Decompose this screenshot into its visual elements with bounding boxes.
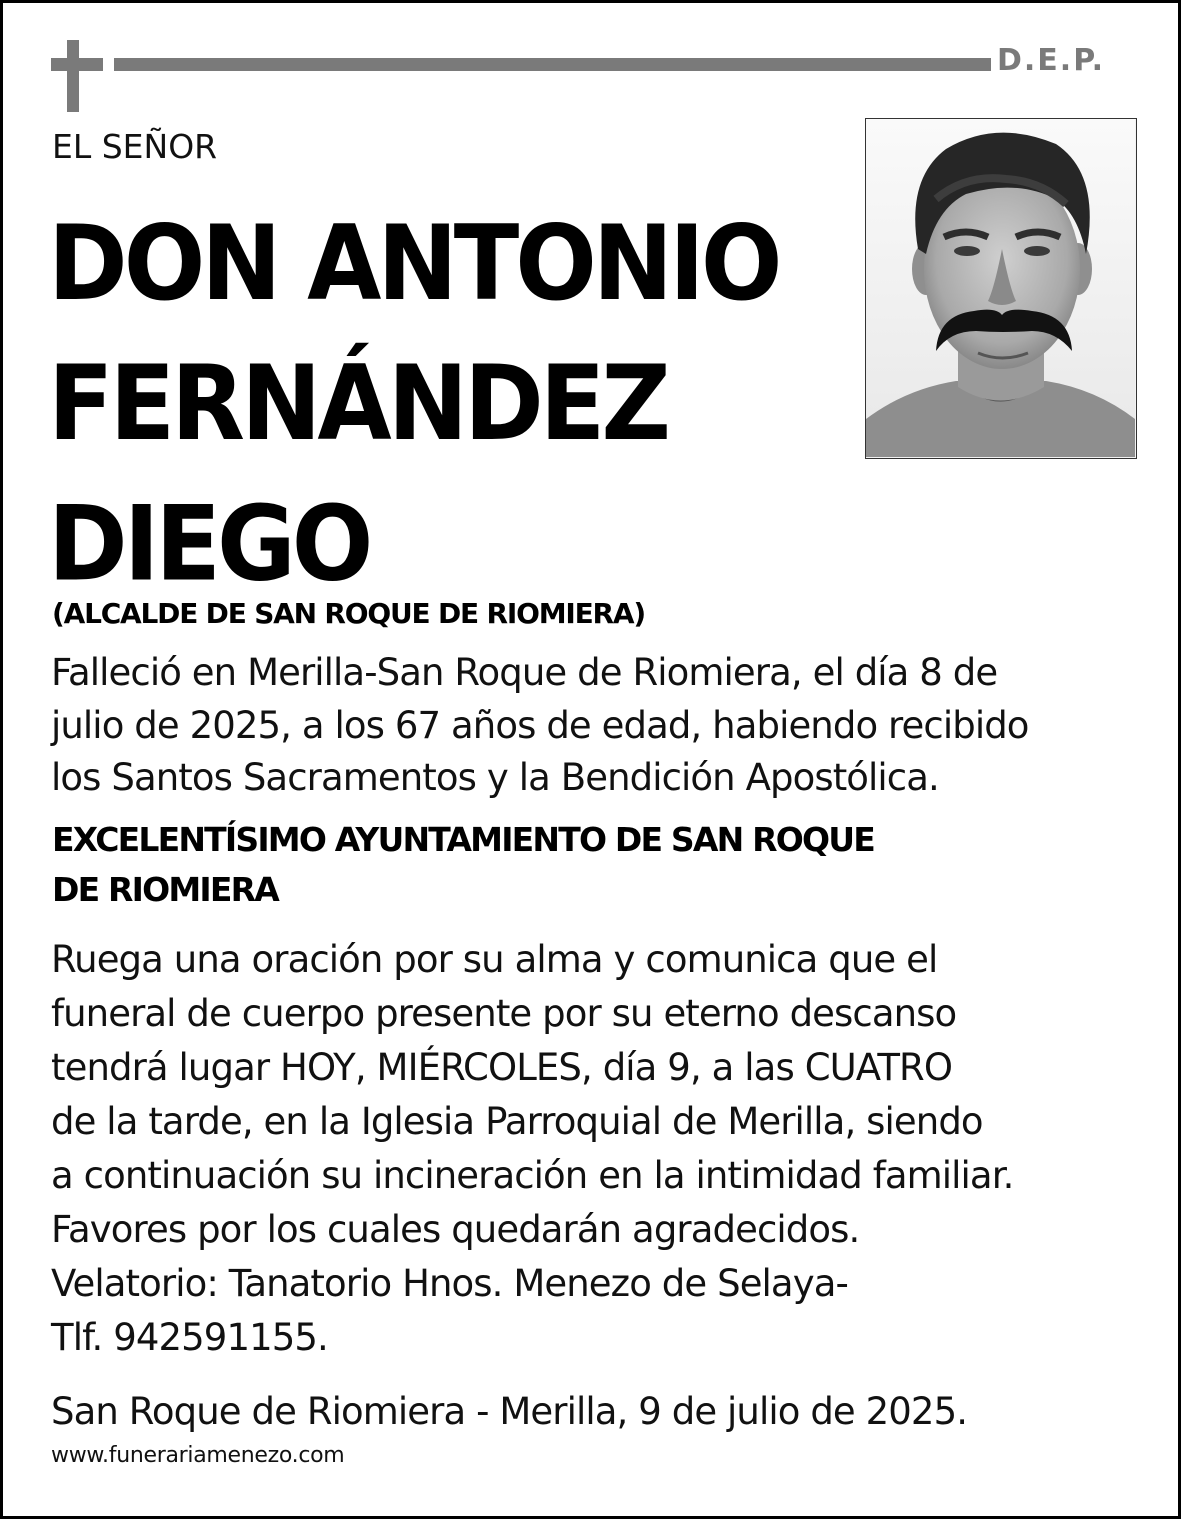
deceased-role: (ALCALDE DE SAN ROQUE DE RIOMIERA) [52,597,645,630]
funeral-notice-paragraph [51,933,1013,1365]
paragraph-line: los Santos Sacramentos y la Bendición Apostólica. [51,756,939,799]
portrait-image [866,119,1135,457]
cross-icon-arm [51,58,103,71]
paragraph-line: tendrá lugar HOY, MIÉRCOLES, día 9, a las CUATRO [51,1046,953,1089]
paragraph-line: Favores por los cuales quedarán agradecidos. [51,1208,860,1251]
name-line: FERNÁNDEZ [48,343,667,465]
paragraph-line: a continuación su incineración en la intimidad familiar. [51,1154,1014,1197]
organization-name [52,815,874,915]
closing-place-date: San Roque de Riomiera - Merilla, 9 de julio de 2025. [51,1390,968,1433]
paragraph-line: Velatorio: Tanatorio Hnos. Menezo de Selaya- [51,1262,848,1305]
deceased-name [48,193,828,614]
paragraph-line: julio de 2025, a los 67 años de edad, habiendo recibido [51,703,1029,747]
paragraph-line: Tlf. 942591155. [51,1316,328,1359]
dep-label: D.E.P. [997,43,1106,78]
header-rule [114,58,991,71]
death-notice-paragraph [51,647,1029,805]
name-line: DIEGO [48,483,370,605]
paragraph-line: Ruega una oración por su alma y comunica que el [51,938,938,981]
honorific: EL SEÑOR [52,127,218,166]
paragraph-line: de la tarde, en la Iglesia Parroquial de Merilla, siendo [51,1100,983,1143]
website-link[interactable]: www.funerariamenezo.com [51,1443,345,1468]
paragraph-line: Falleció en Merilla-San Roque de Riomiera, el día 8 de [51,651,998,694]
organization-line: EXCELENTÍSIMO AYUNTAMIENTO DE SAN ROQUE [52,820,874,859]
portrait-photo [865,118,1137,459]
paragraph-line: funeral de cuerpo presente por su eterno descanso [51,992,957,1035]
name-line: DON ANTONIO [48,202,779,324]
cross-icon [67,40,79,112]
organization-line: DE RIOMIERA [52,870,278,909]
